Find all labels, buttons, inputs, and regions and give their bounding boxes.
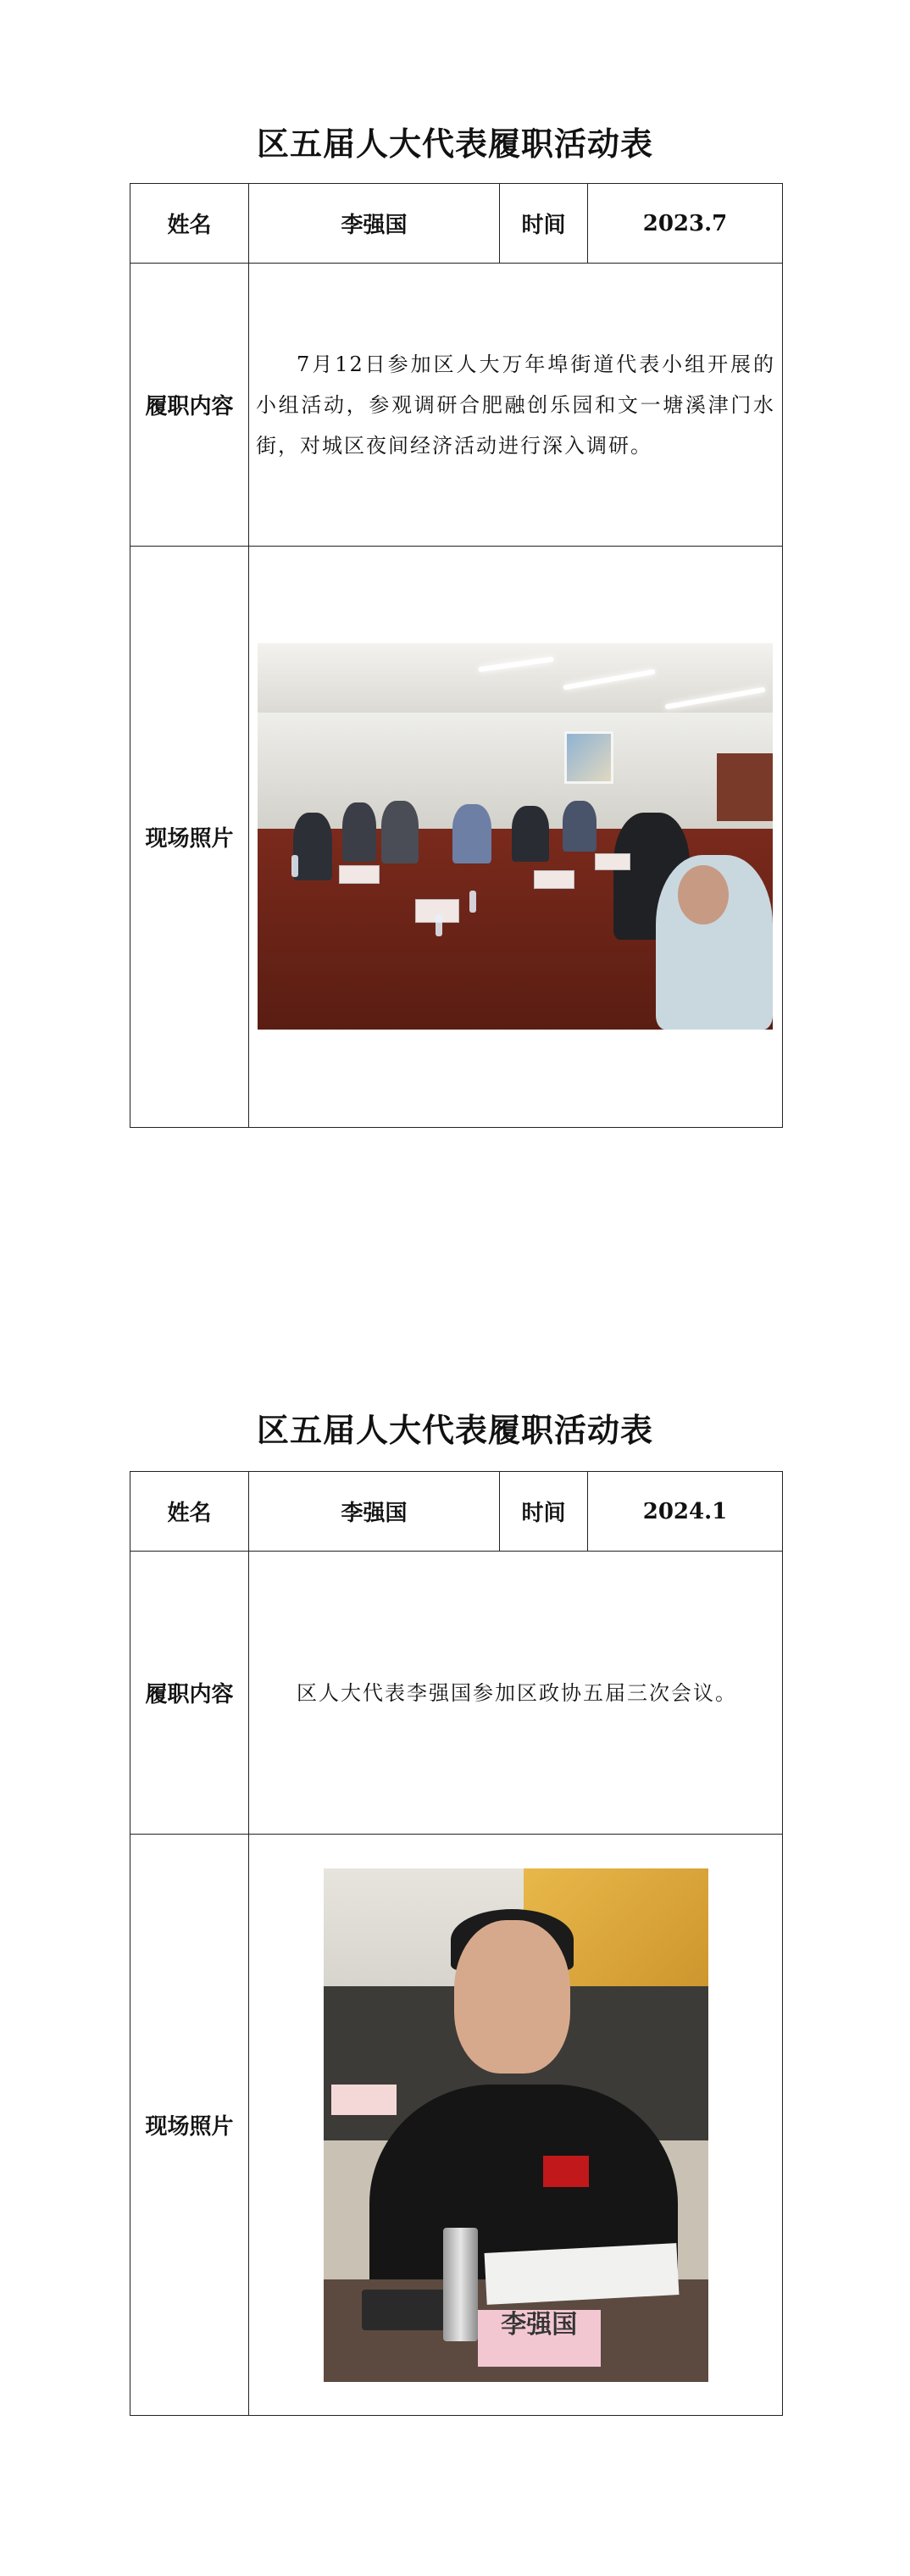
meeting-photo: [258, 643, 773, 1030]
content-text: 区人大代表李强国参加区政协五届三次会议。: [297, 1680, 737, 1705]
name-value: 李强国: [249, 1472, 500, 1552]
activity-form: [130, 183, 783, 1128]
photo-label: 现场照片: [130, 1835, 249, 2416]
time-value: 2023.7: [588, 184, 783, 264]
time-label: 时间: [500, 184, 588, 264]
delegate-badge: [543, 2156, 589, 2186]
content-cell: [249, 264, 783, 547]
record-title: 区五届人大代表履职活动表: [256, 1411, 653, 1449]
time-value: 2024.1: [588, 1472, 783, 1552]
name-card: [331, 2085, 397, 2115]
photo-cell: [249, 547, 783, 1128]
record-title: 区五届人大代表履职活动表: [256, 125, 653, 163]
name-value: 李强国: [249, 184, 500, 264]
name-label: 姓名: [130, 184, 249, 264]
content-cell: [249, 1552, 783, 1835]
thermos-cup: [443, 2228, 478, 2340]
speaker-photo: [324, 1868, 708, 2382]
microphone-icon: [362, 2290, 447, 2330]
activity-form: [130, 1471, 783, 2416]
speaker-face: [454, 1920, 569, 2074]
photo-cell: [249, 1835, 783, 2416]
content-label: 履职内容: [130, 264, 249, 547]
photo-label: 现场照片: [130, 547, 249, 1128]
name-label: 姓名: [130, 1472, 249, 1552]
content-label: 履职内容: [130, 1552, 249, 1835]
time-label: 时间: [500, 1472, 588, 1552]
content-text: 7月12日参加区人大万年埠街道代表小组开展的小组活动，参观调研合肥融创乐园和文一塘溪津门水街，对城区夜间经济活动进行深入调研。: [256, 352, 775, 458]
nameplate: 李强国: [478, 2310, 601, 2367]
